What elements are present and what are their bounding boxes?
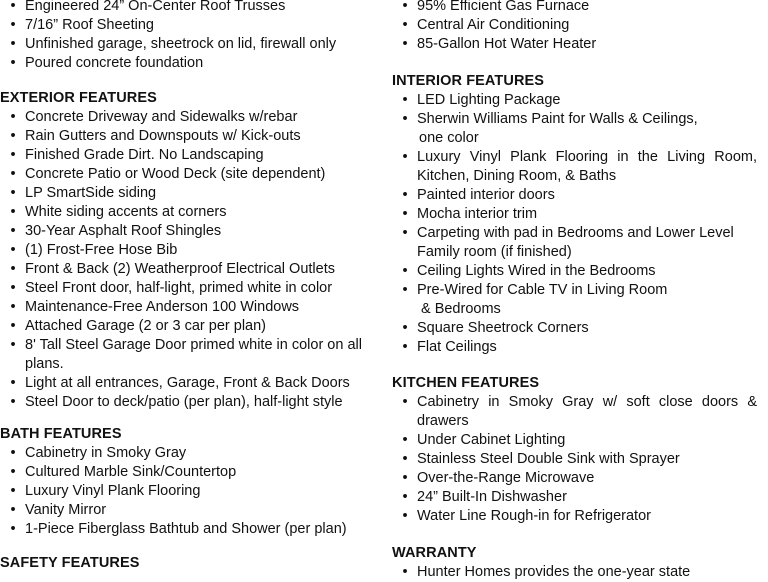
list-item: • Poured concrete foundation (10, 55, 204, 71)
list-item: • Rain Gutters and Downspouts w/ Kick-outs (10, 128, 301, 144)
left-top-list (0, 0, 380, 73)
list-item: • Hunter Homes provides the one-year state (402, 564, 691, 580)
list-item: • Unfinished garage, sheetrock on lid, firewall only (10, 36, 337, 52)
list-item-continuation: one color (419, 130, 479, 146)
list-item: • Cultured Marble Sink/Countertop (10, 464, 237, 480)
list-item: • Engineered 24” On-Center Roof Trusses (10, 0, 286, 14)
list-item: • Mocha interior trim (402, 206, 538, 222)
section-heading: BATH FEATURES (0, 426, 122, 442)
list-item: • Cabinetry in Smoky Gray w/ soft close doors & drawers (402, 394, 757, 429)
list-item: • Concrete Patio or Wood Deck (site dependent) (10, 166, 326, 182)
section-heading: INTERIOR FEATURES (392, 73, 545, 89)
list-item: • Cabinetry in Smoky Gray (10, 445, 187, 461)
right-top-list (392, 0, 764, 54)
list-item: • White siding accents at corners (10, 204, 227, 220)
list-item: • Concrete Driveway and Sidewalks w/rebar (10, 109, 298, 125)
list-item: • Luxury Vinyl Plank Flooring (10, 483, 201, 499)
kitchen-section (392, 374, 764, 526)
list-item: • (1) Frost-Free Hose Bib (10, 242, 178, 258)
list-item: • Over-the-Range Microwave (402, 470, 595, 486)
section-heading: EXTERIOR FEATURES (0, 90, 157, 106)
section-heading: WARRANTY (392, 545, 477, 561)
list-item: • Painted interior doors (402, 187, 555, 203)
list-item: • Maintenance-Free Anderson 100 Windows (10, 299, 300, 315)
list-item: • Front & Back (2) Weatherproof Electrical Outlets (10, 261, 335, 277)
list-item: • Finished Grade Dirt. No Landscaping (10, 147, 264, 163)
list-item: • Luxury Vinyl Plank Flooring in the Living Room, Kitchen, Dining Room, & Baths (402, 149, 757, 184)
list-item: • Vanity Mirror (10, 502, 107, 518)
list-item: • 8' Tall Steel Garage Door primed white in color on all plans. (10, 337, 362, 372)
list-item: • Pre-Wired for Cable TV in Living Room (402, 282, 668, 298)
list-item-continuation: & Bedrooms (421, 301, 501, 317)
list-item: • Steel Door to deck/patio (per plan), half-light style (10, 394, 343, 410)
list-item: • Sherwin Williams Paint for Walls & Ceilings, (402, 111, 698, 127)
bath-section (0, 425, 380, 539)
list-item: • 1-Piece Fiberglass Bathtub and Shower (per plan) (10, 521, 347, 537)
list-item: • Light at all entrances, Garage, Front & Back Doors (10, 375, 350, 391)
list-item: • 30-Year Asphalt Roof Shingles (10, 223, 222, 239)
list-item: • 85-Gallon Hot Water Heater (402, 36, 597, 52)
list-item: • Central Air Conditioning (402, 17, 570, 33)
section-heading: KITCHEN FEATURES (392, 375, 540, 391)
list-item: • 7/16” Roof Sheeting (10, 17, 154, 33)
list-item: • 95% Efficient Gas Furnace (402, 0, 590, 14)
safety-section (0, 554, 380, 573)
warranty-section (392, 544, 764, 582)
list-item: • 24” Built-In Dishwasher (402, 489, 567, 505)
list-item: • Stainless Steel Double Sink with Sprayer (402, 451, 680, 467)
interior-section (392, 72, 764, 357)
list-item: • Under Cabinet Lighting (402, 432, 566, 448)
exterior-section (0, 89, 380, 412)
list-item: • Ceiling Lights Wired in the Bedrooms (402, 263, 656, 279)
section-heading: SAFETY FEATURES (0, 555, 140, 571)
list-item: • LED Lighting Package (402, 92, 561, 108)
list-item: • Water Line Rough-in for Refrigerator (402, 508, 651, 524)
list-item: • Carpeting with pad in Bedrooms and Lower Level Family room (if finished) (402, 225, 734, 260)
list-item: • Steel Front door, half-light, primed white in color (10, 280, 333, 296)
list-item: • LP SmartSide siding (10, 185, 157, 201)
list-item: • Flat Ceilings (402, 339, 497, 355)
list-item: • Square Sheetrock Corners (402, 320, 589, 336)
list-item: • Attached Garage (2 or 3 car per plan) (10, 318, 266, 334)
